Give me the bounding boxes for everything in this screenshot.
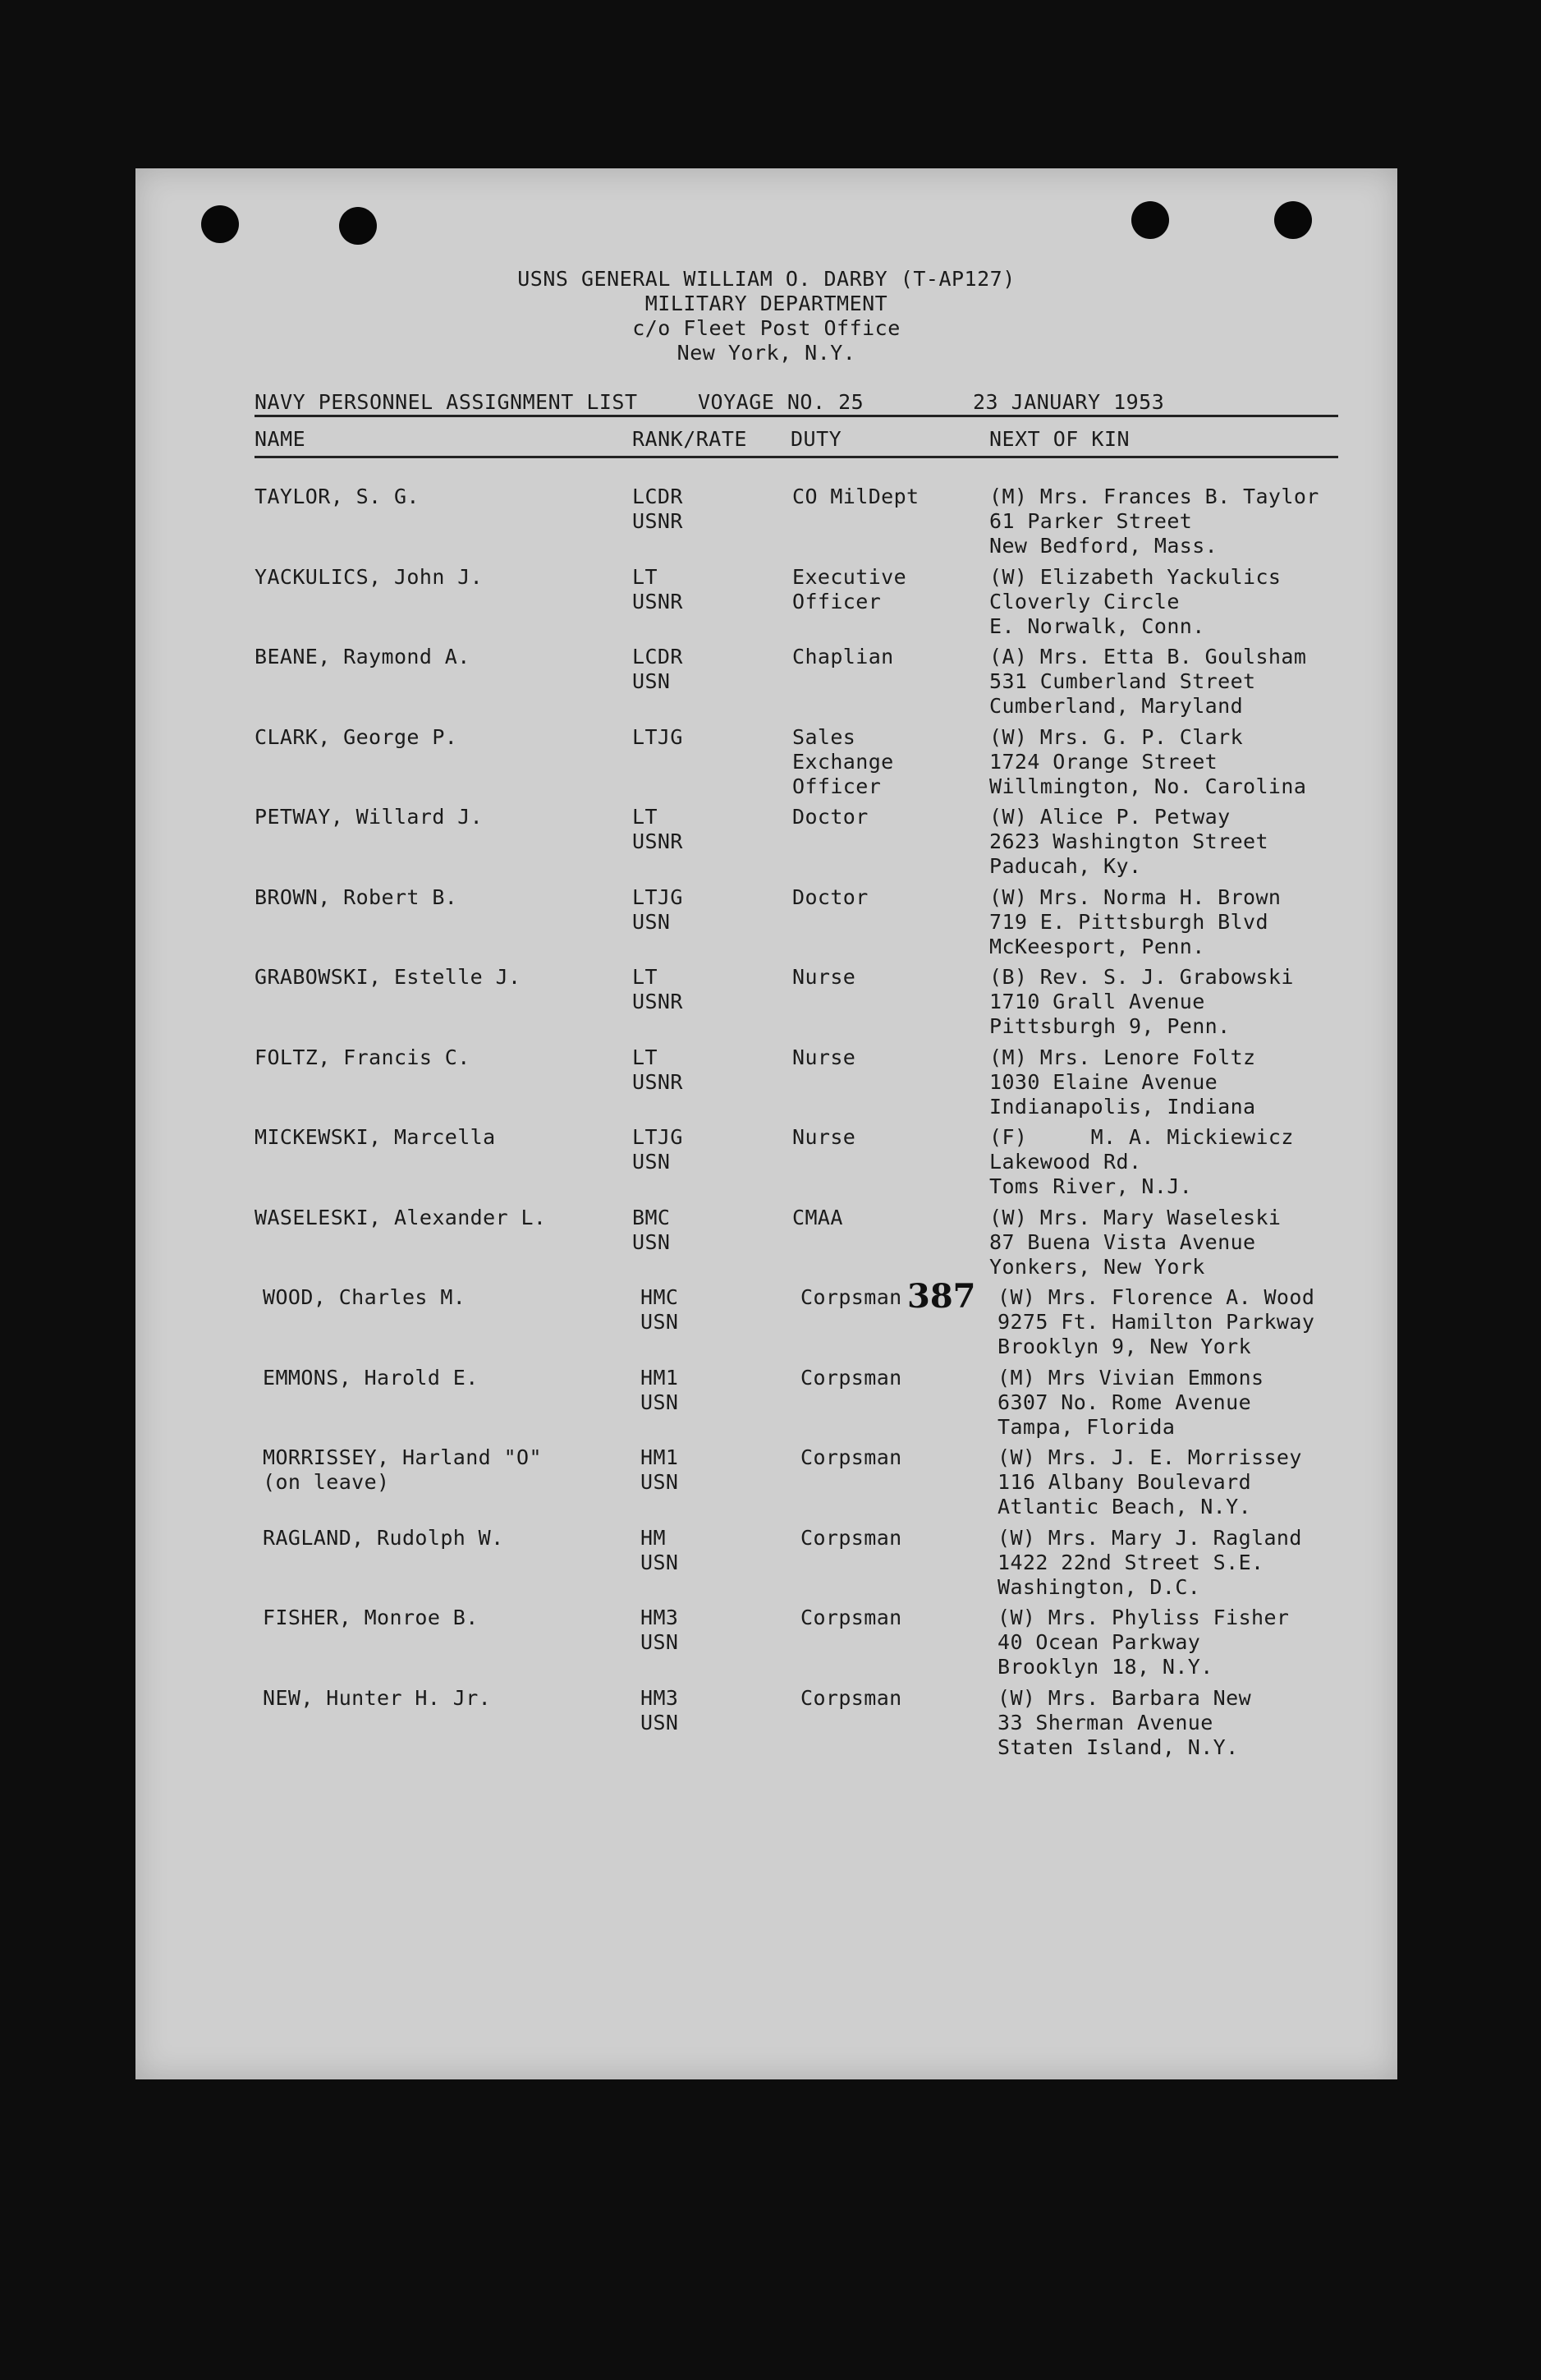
row-rank-line: LCDR (632, 645, 683, 669)
row-duty (792, 485, 920, 509)
row-next-of-kin-line: Washington, D.C. (998, 1574, 1201, 1599)
row-rank-line: USNR (632, 1069, 683, 1094)
row-next-of-kin (989, 725, 1306, 799)
row-rank-line: USN (632, 669, 671, 693)
row-duty (792, 1206, 843, 1230)
row-duty (792, 805, 869, 829)
row-rank (632, 805, 683, 854)
row-rank (632, 1045, 683, 1095)
row-name (263, 1606, 479, 1630)
row-rank-line: HM1 (640, 1365, 679, 1390)
row-duty (800, 1686, 902, 1711)
row-next-of-kin-line: McKeesport, Penn. (989, 934, 1205, 958)
row-duty (792, 725, 894, 799)
row-rank-line: USN (640, 1470, 679, 1494)
row-name-line: FISHER, Monroe B. (263, 1606, 479, 1629)
row-next-of-kin-line: (F) M. A. Mickiewicz (989, 1125, 1294, 1149)
list-date: 23 JANUARY 1953 (973, 390, 1165, 414)
row-duty (800, 1606, 902, 1630)
row-duty (792, 1125, 855, 1150)
row-next-of-kin-line: 61 Parker Street (989, 509, 1193, 533)
row-name (263, 1285, 466, 1310)
row-name (255, 1206, 546, 1230)
row-next-of-kin-line: (W) Mrs. Barbara New (998, 1685, 1252, 1710)
row-rank-line: USN (640, 1310, 679, 1334)
row-next-of-kin-line: 33 Sherman Avenue (998, 1710, 1213, 1734)
row-duty (800, 1445, 902, 1470)
row-next-of-kin-line: Yonkers, New York (989, 1254, 1205, 1279)
row-duty (792, 1045, 855, 1070)
row-duty-line: Corpsman (800, 1525, 902, 1550)
row-rank (632, 725, 683, 750)
row-duty-line: Corpsman (800, 1365, 902, 1390)
row-name-line: TAYLOR, S. G. (255, 485, 420, 508)
row-name-line: BEANE, Raymond A. (255, 645, 470, 669)
row-rank (632, 485, 683, 534)
column-header-duty: DUTY (791, 427, 842, 451)
row-duty-line: Corpsman (800, 1445, 902, 1469)
row-next-of-kin (998, 1606, 1289, 1679)
row-name-line: WASELESKI, Alexander L. (255, 1205, 547, 1229)
row-next-of-kin-line: Paducah, Ky. (989, 854, 1142, 878)
row-next-of-kin-line: 1030 Elaine Avenue (989, 1069, 1218, 1094)
row-rank (632, 965, 683, 1014)
column-header-name: NAME (255, 427, 306, 451)
row-next-of-kin-line: Brooklyn 9, New York (998, 1335, 1252, 1358)
row-next-of-kin-line: (B) Rev. S. J. Grabowski (989, 965, 1294, 989)
row-duty-line: CMAA (792, 1205, 843, 1229)
row-next-of-kin (989, 885, 1281, 959)
row-rank (632, 1206, 670, 1255)
row-rank-line: USNR (632, 829, 683, 853)
row-next-of-kin (989, 1206, 1281, 1280)
row-rank-line: LCDR (632, 485, 683, 508)
row-name-line: GRABOWSKI, Estelle J. (255, 965, 521, 989)
header-post-office: c/o Fleet Post Office (632, 316, 901, 340)
row-next-of-kin-line: New Bedford, Mass. (989, 534, 1218, 558)
row-rank (632, 885, 683, 935)
row-rank-line: USN (640, 1550, 679, 1574)
column-header-rank: RANK/RATE (632, 427, 747, 451)
row-next-of-kin-line: 116 Albany Boulevard (998, 1470, 1252, 1494)
row-next-of-kin-line: Atlantic Beach, N.Y. (998, 1495, 1252, 1519)
header-ship-name: USNS GENERAL WILLIAM O. DARBY (T-AP127) (517, 267, 1016, 291)
row-next-of-kin-line: E. Norwalk, Conn. (989, 613, 1205, 638)
row-name-line: YACKULICS, John J. (255, 564, 484, 589)
row-next-of-kin-line: (A) Mrs. Etta B. Goulsham (989, 645, 1307, 669)
row-duty-line: Officer (792, 589, 882, 613)
punch-hole (1131, 201, 1169, 239)
list-title: NAVY PERSONNEL ASSIGNMENT LIST (255, 390, 638, 414)
row-duty-line: Doctor (792, 884, 869, 909)
row-rank (640, 1526, 678, 1575)
row-next-of-kin-line: (W) Mrs. Mary Waseleski (989, 1205, 1282, 1229)
row-next-of-kin-line: Staten Island, N.Y. (998, 1734, 1239, 1759)
row-duty-line: Chaplian (792, 645, 894, 669)
row-next-of-kin-line: (W) Elizabeth Yackulics (989, 564, 1282, 589)
row-rank (640, 1686, 678, 1735)
row-next-of-kin-line: (W) Alice P. Petway (989, 805, 1231, 829)
row-next-of-kin-line: (W) Mrs. J. E. Morrissey (998, 1445, 1302, 1469)
row-rank (632, 1125, 683, 1174)
row-next-of-kin-line: 87 Buena Vista Avenue (989, 1229, 1256, 1254)
row-duty-line: Corpsman (800, 1606, 902, 1629)
row-rank-line: LTJG (632, 724, 683, 749)
row-rank (632, 645, 683, 694)
row-rank (640, 1606, 678, 1655)
row-rank-line: USN (640, 1390, 679, 1414)
document-page (135, 168, 1397, 2079)
row-rank-line: HM3 (640, 1606, 679, 1629)
row-rank-line: USN (632, 909, 671, 934)
row-name-line: PETWAY, Willard J. (255, 805, 484, 829)
row-rank (640, 1366, 678, 1415)
row-next-of-kin (989, 1045, 1255, 1119)
row-next-of-kin-line: 1724 Orange Street (989, 749, 1218, 774)
row-duty-line: Corpsman (800, 1285, 902, 1309)
row-next-of-kin (989, 645, 1306, 719)
row-name (255, 565, 483, 590)
row-rank-line: USN (640, 1630, 679, 1654)
row-next-of-kin (989, 485, 1319, 558)
row-rank-line: LT (632, 1045, 658, 1069)
row-duty-line: Nurse (792, 1125, 856, 1149)
row-name (263, 1686, 491, 1711)
row-next-of-kin (989, 805, 1268, 879)
row-name-line: NEW, Hunter H. Jr. (263, 1685, 492, 1710)
row-next-of-kin-line: 719 E. Pittsburgh Blvd (989, 909, 1268, 934)
header-department: MILITARY DEPARTMENT (644, 292, 888, 315)
row-duty (800, 1526, 902, 1551)
row-rank (640, 1285, 678, 1335)
row-rank (632, 565, 683, 614)
row-duty (792, 565, 906, 614)
row-rank-line: USN (632, 1229, 671, 1254)
row-next-of-kin-line: (W) Mrs. Norma H. Brown (989, 884, 1282, 909)
row-rank-line: USNR (632, 589, 683, 613)
row-next-of-kin (998, 1445, 1302, 1519)
row-next-of-kin-line: 1710 Grall Avenue (989, 990, 1205, 1013)
row-next-of-kin-line: Cumberland, Maryland (989, 694, 1244, 718)
row-next-of-kin-line: (M) Mrs Vivian Emmons (998, 1365, 1264, 1390)
row-rank-line: LTJG (632, 884, 683, 909)
row-next-of-kin-line: Brooklyn 18, N.Y. (998, 1655, 1213, 1679)
row-next-of-kin-line: 531 Cumberland Street (989, 669, 1256, 693)
row-duty-line: Officer (792, 774, 882, 798)
row-rank-line: USN (632, 1150, 671, 1174)
row-next-of-kin (998, 1285, 1314, 1359)
row-rank-line: HM3 (640, 1685, 679, 1710)
row-name-line: WOOD, Charles M. (263, 1285, 466, 1309)
row-next-of-kin-line: (W) Mrs. Phyliss Fisher (998, 1606, 1290, 1629)
row-name (255, 965, 521, 990)
row-duty-line: Corpsman (800, 1685, 902, 1710)
row-next-of-kin-line: 9275 Ft. Hamilton Parkway (998, 1310, 1315, 1334)
row-rank-line: LT (632, 564, 658, 589)
title-underline (255, 415, 1338, 417)
voyage-number: VOYAGE NO. 25 (698, 390, 865, 414)
row-rank-line: HMC (640, 1285, 679, 1309)
row-name (255, 1125, 496, 1150)
row-duty (800, 1366, 902, 1390)
row-duty-line: Nurse (792, 965, 856, 989)
punch-hole (1274, 201, 1312, 239)
row-name (255, 1045, 470, 1070)
row-name-line: EMMONS, Harold E. (263, 1365, 479, 1390)
row-next-of-kin-line: Indianapolis, Indiana (989, 1094, 1256, 1119)
column-header-underline (255, 456, 1338, 458)
row-next-of-kin-line: 2623 Washington Street (989, 829, 1268, 853)
row-next-of-kin-line: (W) Mrs. G. P. Clark (989, 724, 1244, 749)
row-name (263, 1445, 542, 1495)
row-name-line: MICKEWSKI, Marcella (255, 1125, 496, 1149)
row-rank-line: LTJG (632, 1125, 683, 1149)
row-rank-line: LT (632, 805, 658, 829)
row-name (263, 1526, 504, 1551)
row-next-of-kin-line: 40 Ocean Parkway (998, 1630, 1201, 1654)
row-rank-line: USN (640, 1710, 679, 1734)
punch-hole (339, 207, 377, 245)
row-duty (792, 965, 855, 990)
row-next-of-kin-line: Cloverly Circle (989, 589, 1180, 613)
row-name-line: RAGLAND, Rudolph W. (263, 1525, 504, 1550)
row-duty-line: Nurse (792, 1045, 856, 1069)
row-name (255, 885, 457, 910)
row-rank-line: USNR (632, 990, 683, 1013)
row-next-of-kin-line: 1422 22nd Street S.E. (998, 1550, 1264, 1574)
row-duty-line: CO MilDept (792, 485, 920, 508)
row-duty (792, 885, 869, 910)
row-rank-line: LT (632, 965, 658, 989)
row-duty-line: Doctor (792, 805, 869, 829)
row-duty-line: Sales (792, 724, 856, 749)
row-next-of-kin-line: (W) Mrs. Mary J. Ragland (998, 1525, 1302, 1550)
row-next-of-kin (998, 1526, 1302, 1600)
row-name (255, 645, 470, 669)
row-name-line: (on leave) (263, 1470, 390, 1494)
row-rank-line: BMC (632, 1205, 671, 1229)
page-number: 387 (907, 1277, 976, 1316)
punch-hole (201, 205, 239, 243)
row-rank (640, 1445, 678, 1495)
row-duty-line: Executive (792, 564, 907, 589)
row-rank-line: HM (640, 1525, 666, 1550)
row-next-of-kin-line: 6307 No. Rome Avenue (998, 1390, 1252, 1414)
row-next-of-kin-line: Pittsburgh 9, Penn. (989, 1014, 1231, 1038)
row-name (255, 485, 420, 509)
row-next-of-kin-line: (M) Mrs. Lenore Foltz (989, 1045, 1256, 1069)
row-next-of-kin (989, 565, 1281, 639)
column-header-kin: NEXT OF KIN (989, 427, 1131, 451)
row-rank-line: USNR (632, 509, 683, 533)
row-duty (792, 645, 894, 669)
row-next-of-kin-line: Tampa, Florida (998, 1414, 1176, 1439)
row-name (255, 805, 483, 829)
row-next-of-kin (989, 1125, 1294, 1199)
row-name-line: FOLTZ, Francis C. (255, 1045, 470, 1069)
row-next-of-kin-line: (M) Mrs. Frances B. Taylor (989, 485, 1319, 508)
row-next-of-kin-line: Lakewood Rd. (989, 1150, 1142, 1174)
row-name (255, 725, 457, 750)
row-next-of-kin-line: Toms River, N.J. (989, 1174, 1193, 1198)
row-next-of-kin (998, 1686, 1251, 1760)
row-name (263, 1366, 479, 1390)
header-city: New York, N.Y. (676, 341, 856, 365)
row-name-line: BROWN, Robert B. (255, 884, 458, 909)
row-next-of-kin-line: (W) Mrs. Florence A. Wood (998, 1285, 1315, 1309)
row-name-line: CLARK, George P. (255, 724, 458, 749)
row-next-of-kin (998, 1366, 1264, 1440)
row-next-of-kin-line: Willmington, No. Carolina (989, 774, 1307, 798)
row-rank-line: HM1 (640, 1445, 679, 1469)
row-name-line: MORRISSEY, Harland "O" (263, 1445, 542, 1469)
row-next-of-kin (989, 965, 1294, 1039)
row-duty (800, 1285, 902, 1310)
row-duty-line: Exchange (792, 749, 894, 774)
